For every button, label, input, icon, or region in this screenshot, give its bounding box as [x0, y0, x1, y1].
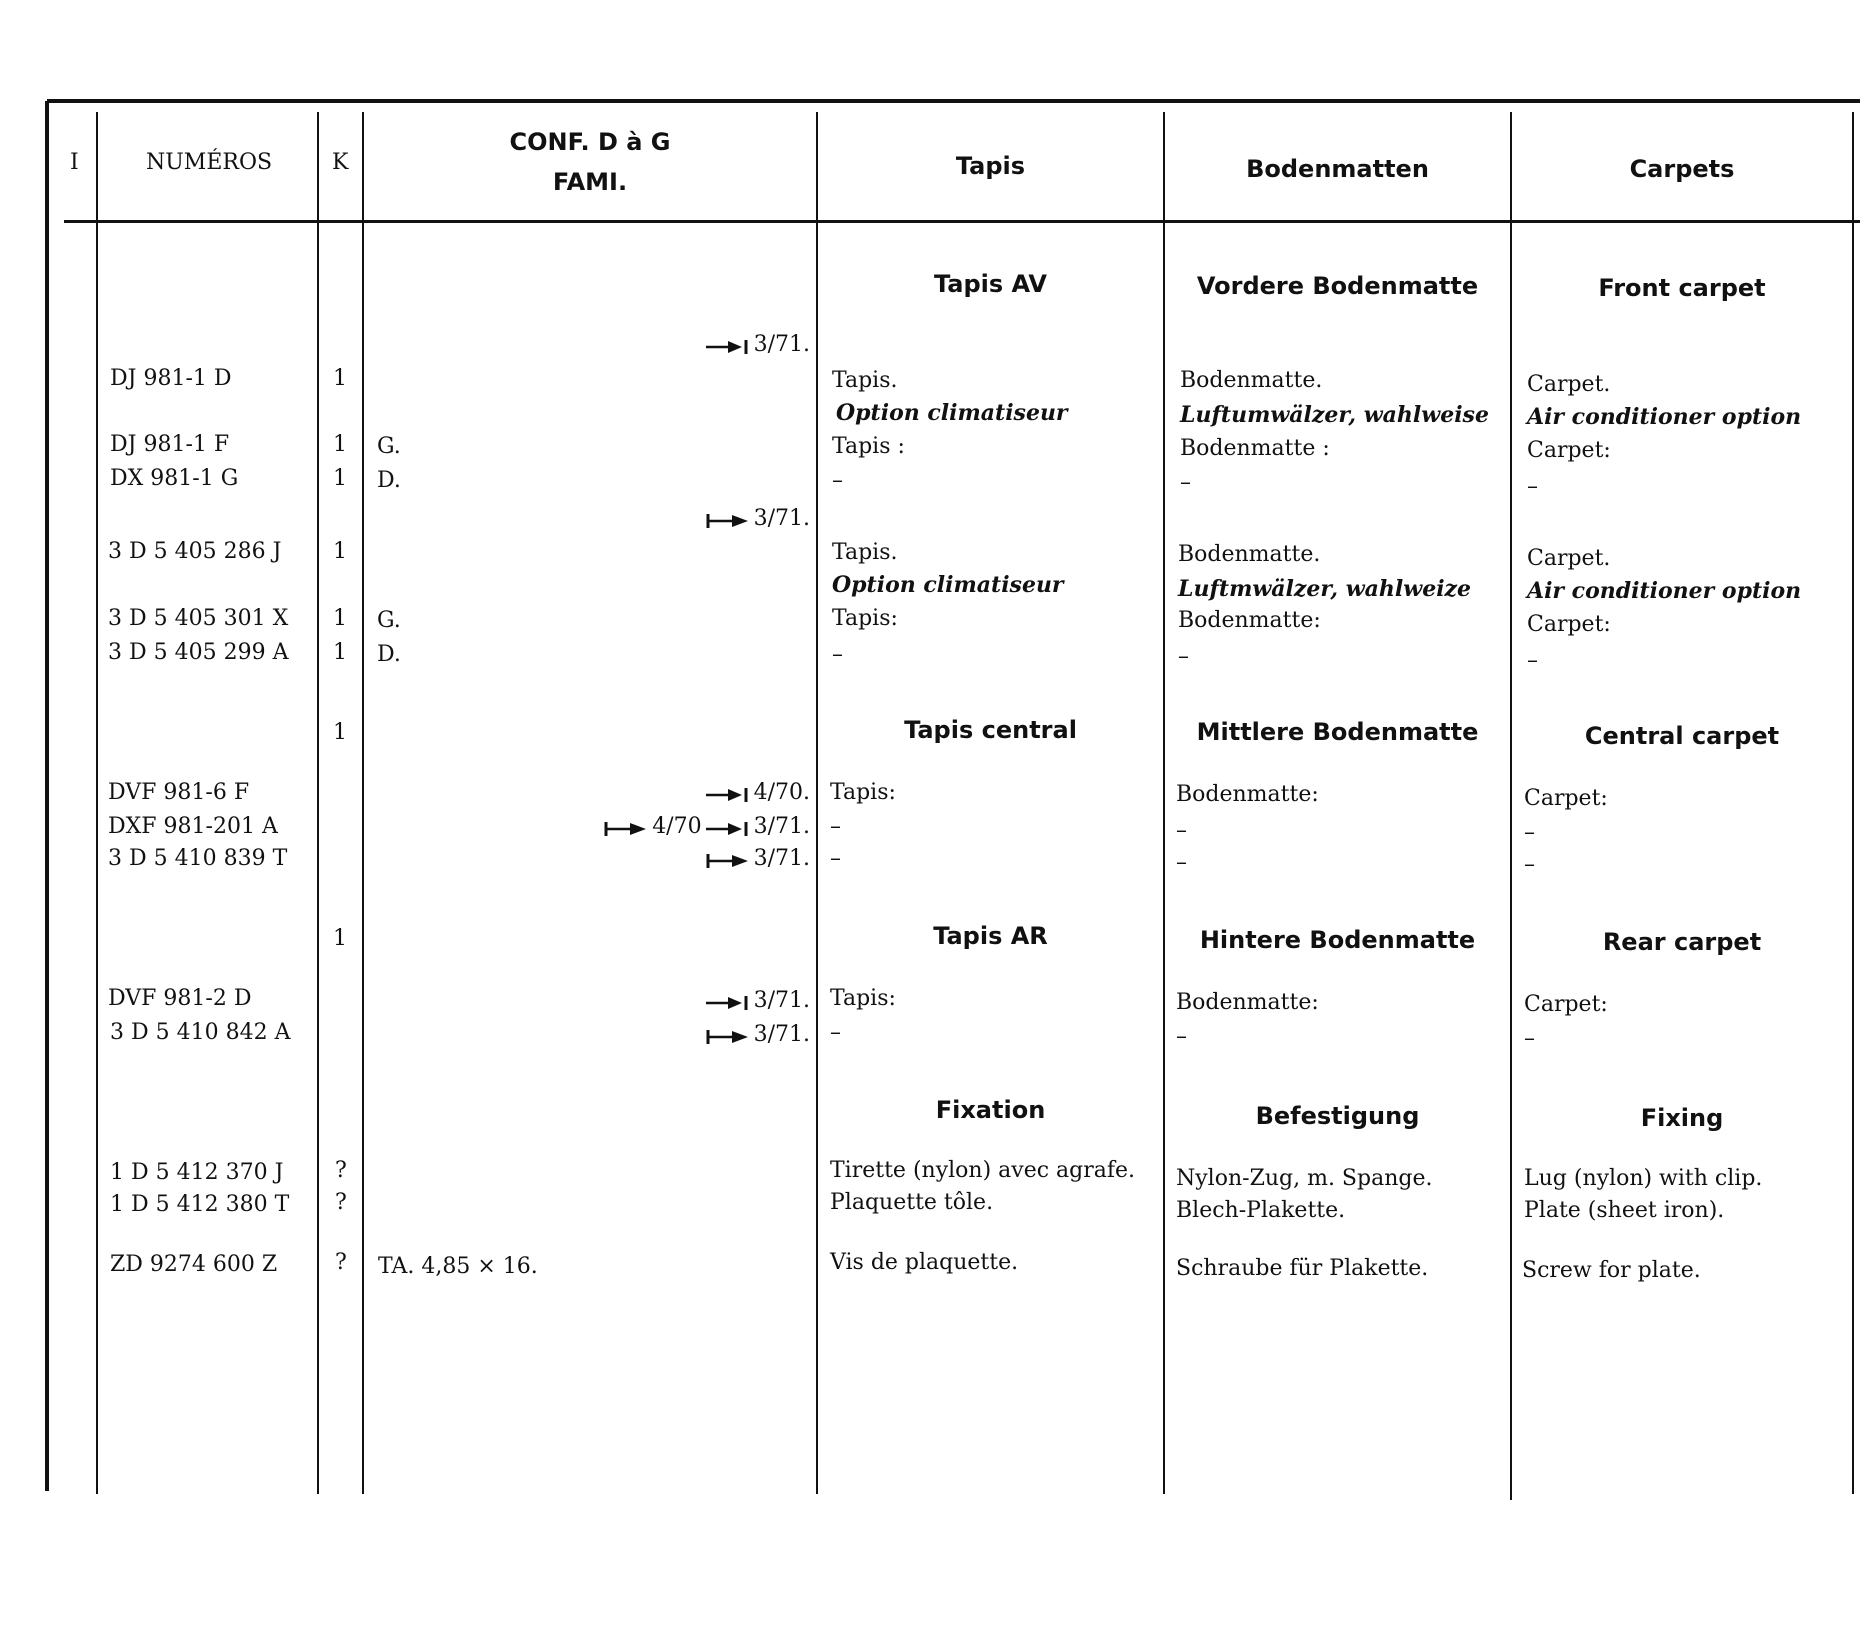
column-divider — [362, 112, 364, 1494]
quantity: 1 — [333, 539, 347, 564]
quantity: 1 — [333, 926, 347, 951]
configuration: D. — [377, 642, 401, 667]
header-col-fami: FAMI. — [552, 168, 628, 196]
desc-de: Bodenmatte: — [1176, 990, 1319, 1015]
validity-date: 4/70 — [652, 814, 702, 839]
part-number: 1 D 5 412 370 J — [110, 1160, 284, 1185]
column-divider — [96, 112, 98, 1494]
header-col-conf: CONF. D à G — [509, 128, 671, 156]
section-title-de: Mittlere Bodenmatte — [1196, 718, 1479, 746]
quantity: ? — [335, 1250, 347, 1275]
part-number: 3 D 5 405 299 A — [108, 640, 289, 665]
desc-de: Bodenmatte. — [1180, 368, 1323, 393]
header-col-k: K — [332, 150, 349, 175]
quantity: 1 — [333, 720, 347, 745]
desc-fr: Tirette (nylon) avec agrafe. — [830, 1158, 1136, 1183]
section-title-fr: Tapis AV — [933, 270, 1048, 298]
until-arrow-icon — [706, 996, 750, 1010]
validity-marker — [695, 780, 810, 805]
column-divider — [1510, 112, 1512, 1500]
validity-marker — [695, 506, 810, 531]
section-title-fr: Fixation — [935, 1096, 1046, 1124]
desc-de: – — [1180, 470, 1191, 495]
option-note-fr: Option climatiseur — [836, 400, 1068, 426]
validity-marker — [580, 814, 810, 839]
part-number: DJ 981-1 D — [110, 366, 232, 391]
header-col-numeros: NUMÉROS — [146, 150, 273, 175]
desc-de: – — [1176, 850, 1187, 875]
header-col-english: Carpets — [1629, 155, 1735, 183]
part-number: DVF 981-2 D — [108, 986, 252, 1011]
desc-fr: Tapis: — [830, 780, 896, 805]
desc-en: – — [1524, 852, 1535, 877]
desc-fr: – — [832, 468, 843, 493]
configuration: D. — [377, 468, 401, 493]
desc-fr: – — [832, 642, 843, 667]
desc-fr: – — [830, 814, 841, 839]
desc-en: – — [1524, 1026, 1535, 1051]
desc-de: Bodenmatte: — [1176, 782, 1319, 807]
part-number: ZD 9274 600 Z — [110, 1252, 278, 1277]
quantity: 1 — [333, 466, 347, 491]
validity-marker — [695, 1022, 810, 1047]
part-number: DXF 981-201 A — [108, 814, 278, 839]
configuration: G. — [377, 608, 401, 633]
desc-de: – — [1176, 1024, 1187, 1049]
column-divider — [1852, 112, 1854, 1494]
desc-de: Blech-Plakette. — [1176, 1198, 1346, 1223]
from-arrow-icon — [706, 1030, 750, 1044]
configuration: TA. 4,85 × 16. — [378, 1254, 538, 1279]
option-note-fr: Option climatiseur — [832, 572, 1064, 598]
desc-en: Carpet: — [1527, 438, 1611, 463]
desc-de: Nylon-Zug, m. Spange. — [1176, 1166, 1433, 1191]
validity-date: 3/71. — [753, 1022, 810, 1047]
header-col-french: Tapis — [955, 152, 1026, 180]
validity-marker — [695, 332, 810, 357]
desc-en: Carpet: — [1524, 786, 1608, 811]
section-title-en: Rear carpet — [1602, 928, 1762, 956]
desc-en: Screw for plate. — [1522, 1258, 1701, 1283]
from-arrow-icon — [706, 854, 750, 868]
part-number: DJ 981-1 F — [110, 432, 230, 457]
from-arrow-icon — [604, 822, 648, 836]
desc-en: Carpet. — [1527, 546, 1611, 571]
desc-en: Carpet: — [1524, 992, 1608, 1017]
section-title-de: Befestigung — [1255, 1102, 1420, 1130]
desc-de: – — [1176, 818, 1187, 843]
validity-date: 3/71. — [753, 988, 810, 1013]
desc-fr: Tapis: — [830, 986, 896, 1011]
part-number: DVF 981-6 F — [108, 780, 250, 805]
section-title-en: Fixing — [1640, 1104, 1724, 1132]
section-title-en: Front carpet — [1598, 274, 1766, 302]
left-border — [45, 101, 49, 1491]
section-title-fr: Tapis central — [904, 716, 1077, 744]
desc-en: Carpet: — [1527, 612, 1611, 637]
quantity: 1 — [333, 432, 347, 457]
validity-date: 4/70. — [753, 780, 810, 805]
part-number: 3 D 5 410 839 T — [108, 846, 288, 871]
desc-en: – — [1527, 648, 1538, 673]
quantity: 1 — [333, 606, 347, 631]
column-divider — [1163, 112, 1165, 1494]
quantity: ? — [335, 1158, 347, 1183]
desc-de: Schraube für Plakette. — [1176, 1256, 1429, 1281]
desc-fr: Tapis : — [832, 434, 905, 459]
header-rule — [64, 220, 1860, 223]
quantity: 1 — [333, 366, 347, 391]
part-number: 3 D 5 410 842 A — [110, 1020, 291, 1045]
header-col-i: I — [70, 150, 79, 175]
column-divider — [317, 112, 319, 1494]
validity-date: 3/71. — [753, 814, 810, 839]
desc-de: – — [1178, 644, 1189, 669]
quantity: ? — [335, 1190, 347, 1215]
option-note-de: Luftmwälzer, wahlweize — [1178, 576, 1472, 602]
desc-de: Bodenmatte : — [1180, 436, 1330, 461]
part-number: 3 D 5 405 301 X — [108, 606, 289, 631]
desc-en: Carpet. — [1527, 372, 1611, 397]
until-arrow-icon — [706, 788, 750, 802]
validity-date: 3/71. — [753, 506, 810, 531]
desc-de: Bodenmatte. — [1178, 542, 1321, 567]
validity-date: 3/71. — [753, 332, 810, 357]
desc-fr: Plaquette tôle. — [830, 1190, 994, 1215]
quantity: 1 — [333, 640, 347, 665]
part-number: 1 D 5 412 380 T — [110, 1192, 290, 1217]
part-number: DX 981-1 G — [110, 466, 239, 491]
option-note-de: Luftumwälzer, wahlweise — [1180, 402, 1489, 428]
desc-fr: – — [830, 846, 841, 871]
option-note-en: Air conditioner option — [1527, 404, 1802, 430]
desc-fr: – — [830, 1020, 841, 1045]
desc-en: – — [1524, 820, 1535, 845]
column-divider — [816, 112, 818, 1494]
part-number: 3 D 5 405 286 J — [108, 539, 282, 564]
desc-en: – — [1527, 474, 1538, 499]
desc-fr: Tapis. — [832, 368, 898, 393]
section-title-fr: Tapis AR — [933, 922, 1048, 950]
desc-en: Lug (nylon) with clip. — [1524, 1166, 1763, 1191]
section-title-de: Hintere Bodenmatte — [1199, 926, 1476, 954]
section-title-de: Vordere Bodenmatte — [1196, 272, 1479, 300]
desc-de: Bodenmatte: — [1178, 608, 1321, 633]
desc-en: Plate (sheet iron). — [1524, 1198, 1725, 1223]
desc-fr: Tapis: — [832, 606, 898, 631]
option-note-en: Air conditioner option — [1527, 578, 1802, 604]
validity-marker — [695, 988, 810, 1013]
desc-fr: Tapis. — [832, 540, 898, 565]
until-arrow-icon — [706, 822, 750, 836]
header-col-german: Bodenmatten — [1246, 155, 1429, 183]
top-rule — [47, 99, 1860, 103]
desc-fr: Vis de plaquette. — [830, 1250, 1019, 1275]
section-title-en: Central carpet — [1584, 722, 1780, 750]
from-arrow-icon — [706, 514, 750, 528]
validity-marker — [695, 846, 810, 871]
configuration: G. — [377, 434, 401, 459]
validity-date: 3/71. — [753, 846, 810, 871]
until-arrow-icon — [706, 340, 750, 354]
